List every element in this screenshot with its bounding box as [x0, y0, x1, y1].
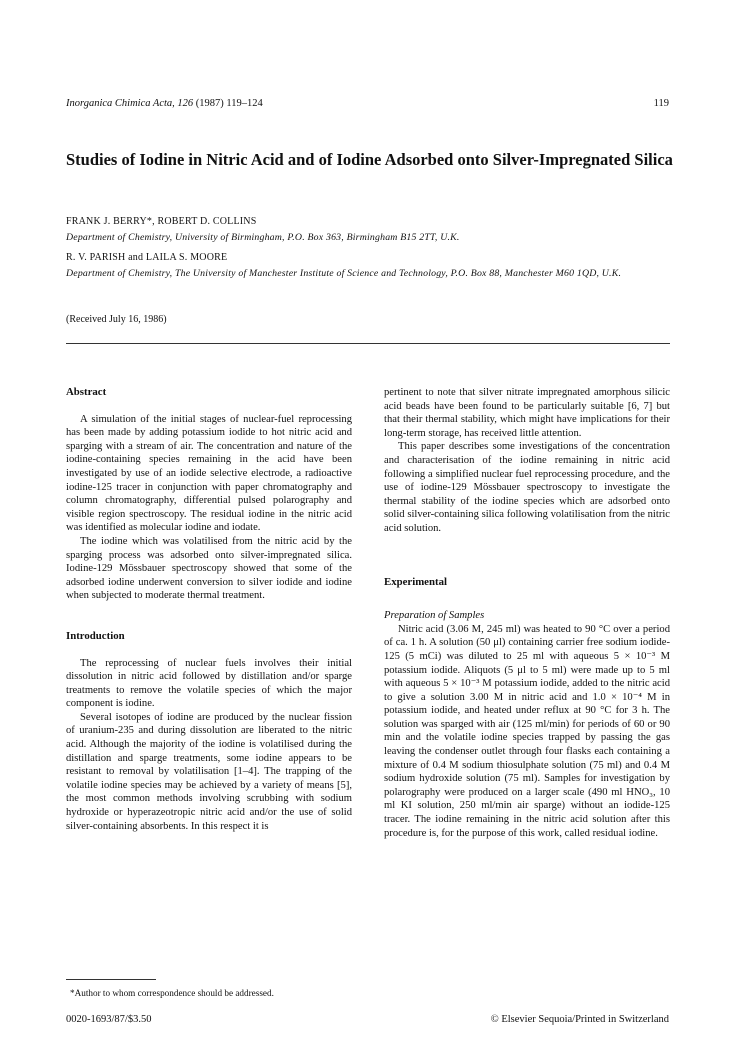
experimental-paragraph: Nitric acid (3.06 M, 245 ml) was heated to 90 °C over a period of ca. 1 h. A solution (50 μl) containing carrier free sodium iodide-125 (5 mCi) was diluted to 25 ml with aqueous 5 × 10⁻³ M potassium iodide. Aliquots (5 μl to 5 ml) were made up to 5 ml with aqueous 5 × 10⁻³ M potassium iodide, added to the nitric acid to give a solution 3.00 M in nitric acid and 1.0 × 10⁻⁴ M in potassium iodide, and heated under reflux at 90 °C for 3 h. The solution was sparged with air (125 ml/min) for periods of 60 or 90 min and the volatile iodine species trapped by passing the gas leaving the condenser outlet through four flasks each containing a mixture of 0.4 M sodium thiosulphate solution (75 ml) and 0.4 M sodium hydroxide solution (75 ml). Samples for investigation by polarography were produced on a larger scale (490 ml HNO₃, 10 ml KI solution, 250 ml/min air sparge) without an iodide-125 tracer. The iodine remaining in the nitric acid solution after this procedure is, for the purpose of this work, called residual iodine. [384, 623, 670, 839]
journal-volume: 126 [177, 98, 194, 109]
abstract-paragraph-1: A simulation of the initial stages of nuclear-fuel reprocessing has been made by adding potassium iodide to hot nitric acid and sparging with a stream of air. The concentration and nature of the iodine-containing species remaining in the acid have been investigated by use of an iodide selective electrode, a radioactive iodine-125 tracer in conjunction with paper chromatography and column chromatography, differential pulsed polarography and visible region spectroscopy. The residual iodine in the nitric acid was identified as molecular iodine and iodate. [66, 413, 352, 534]
preparation-subheading: Preparation of Samples [384, 610, 485, 622]
paper-title: Studies of Iodine in Nitric Acid and of Iodine Adsorbed onto Silver-Impregnated Silica [66, 150, 673, 169]
abstract-paragraph-2: The iodine which was volatilised from the nitric acid by the sparging process was adsorbed onto silver-impregnated silica. Iodine-129 Mössbauer spectroscopy showed that some of the adsorbed iodine underwent conversion to silver iodide and iodine when subjected to moderate thermal treatment. [66, 535, 352, 602]
journal-year-pages: (1987) 119–124 [195, 98, 263, 109]
abstract-heading: Abstract [66, 386, 107, 398]
page-number: 119 [653, 98, 669, 109]
header-divider [66, 343, 670, 344]
author-names-1: FRANK J. BERRY*, ROBERT D. COLLINS [66, 216, 257, 227]
publisher-line: © Elsevier Sequoia/Printed in Switzerland [490, 1014, 669, 1025]
author-block [66, 216, 676, 280]
introduction-heading: Introduction [66, 629, 125, 642]
affiliation-1: Department of Chemistry, University of Birmingham, P.O. Box 363, Birmingham B15 2TT, U.K. [66, 232, 460, 243]
introduction-paragraph-1: The reprocessing of nuclear fuels involves their initial dissolution in nitric acid followed by distillation and/or sparge treatments to remove the volatile species of which the major component is iodine. [66, 657, 352, 710]
footnote: *Author to whom correspondence should be addressed. [70, 988, 274, 998]
introduction-paragraph-3: This paper describes some investigations of the concentration and characterisation of the iodine remaining in nitric acid following a simplified nuclear fuel reprocessing procedure, and the use of iodine-129 Mössbauer spectroscopy to investigate the thermal stability of the iodine species which are adsorbed onto solid silver-containing silica following volatilisation from the nitric acid solution. [384, 441, 670, 534]
journal-citation [66, 98, 263, 109]
footnote-divider [66, 979, 156, 980]
received-date: (Received July 16, 1986) [66, 314, 167, 325]
introduction-paragraph-2: Several isotopes of iodine are produced by the nuclear fission of uranium-235 and during dissolution are liberated to the nitric acid. Although the majority of the iodine is volatilised during the distillation and sparge treatments, some iodine appears to be resistant to removal by volatilisation [1–4]. The trapping of the volatile iodine species may be achieved by a variety of means [5], the most common methods involving scrubbing with sodium hydroxide or hyperazeotropic nitric acid and/or the use of solid silver-containing absorbents. In this respect it is [66, 711, 352, 832]
introduction-continuation: pertinent to note that silver nitrate impregnated amorphous silicic acid beads have been found to be particularly suitable [6, 7] but that their thermal stability, which might have implications for their long-term storage, has received little attention. [384, 387, 670, 439]
affiliation-2: Department of Chemistry, The University of Manchester Institute of Science and Technology, P.O. Box 88, Manchester M60 1QD, U.K. [66, 268, 622, 279]
left-column [66, 386, 352, 833]
experimental-heading: Experimental [384, 575, 447, 588]
author-names-2: R. V. PARISH and LAILA S. MOORE [66, 252, 228, 263]
right-column [384, 386, 670, 840]
article-code: 0020-1693/87/$3.50 [66, 1014, 152, 1025]
journal-name: Inorganica Chimica Acta, [66, 98, 175, 109]
